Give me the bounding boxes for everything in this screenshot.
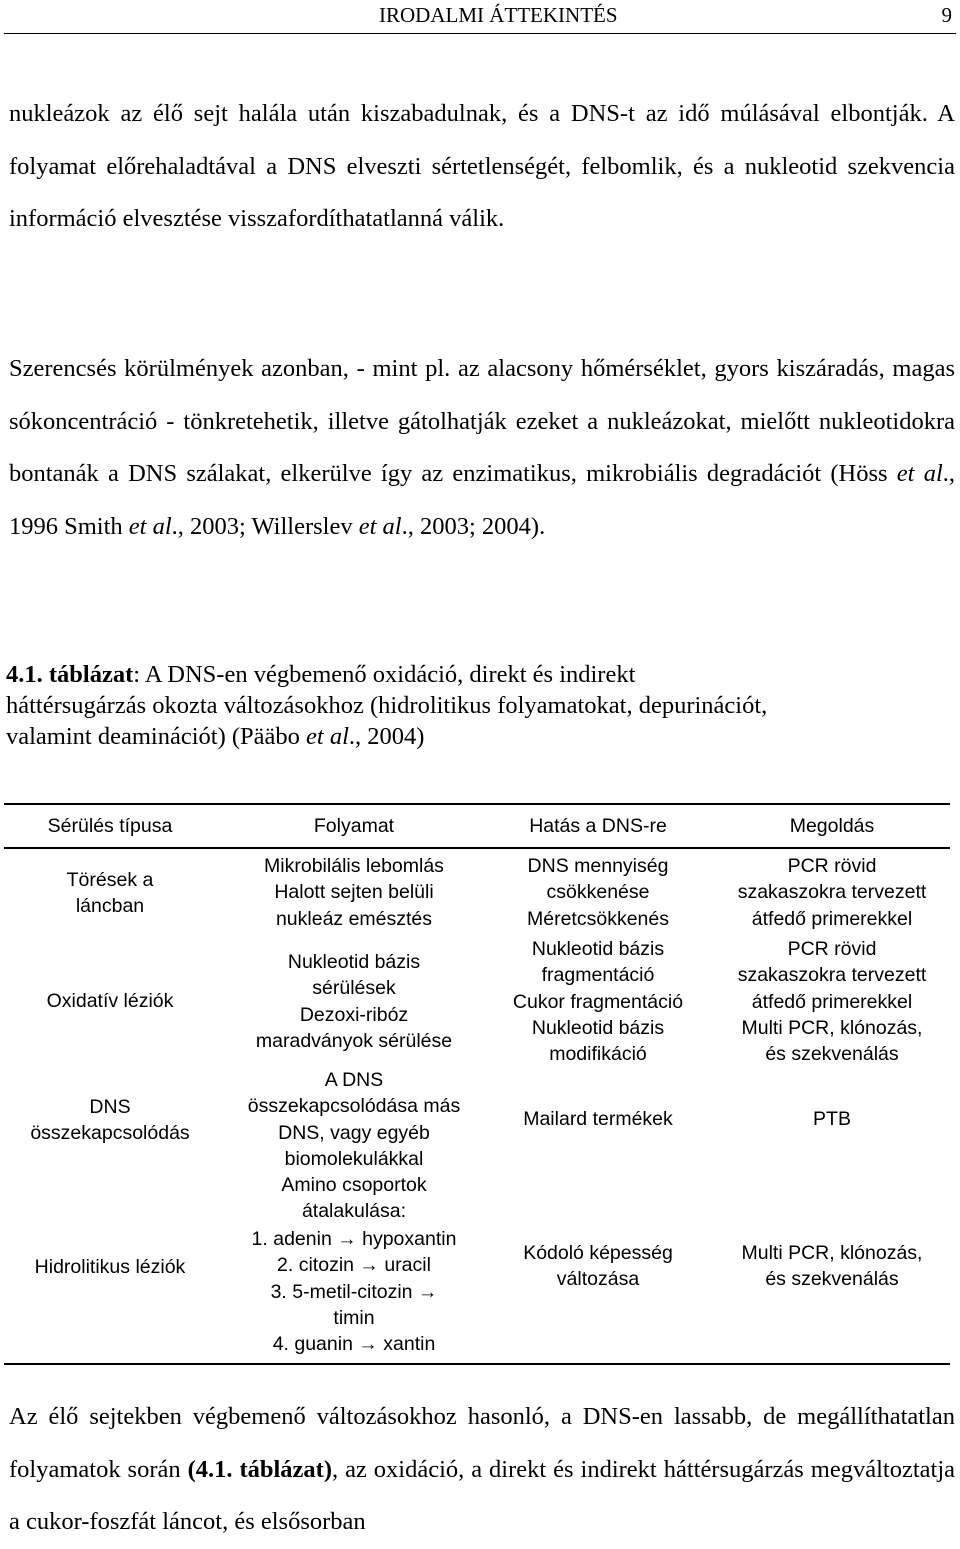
table-cell-damage-type: Hidrolitikus léziók <box>34 1256 186 1278</box>
paragraph-3 <box>9 1391 955 1549</box>
citation-et-al: et al <box>358 512 402 540</box>
table-header-effect: Hatás a DNS-re <box>529 815 667 837</box>
table-bottom-rule <box>4 1363 950 1365</box>
citation-et-al: et al <box>128 512 172 540</box>
paragraph-2-text: ., 2003; Willerslev <box>171 512 359 540</box>
table-cell-process: Mikrobilális lebomlás Halott sejten belüli nukleáz emésztés <box>264 855 444 930</box>
page-number: 9 <box>941 3 952 27</box>
paragraph-2 <box>9 343 955 553</box>
table-cell-solution: PCR rövid szakaszokra tervezett átfedő primerekkel Multi PCR, klónozás, és szekvenálás <box>737 938 927 1066</box>
table-caption <box>6 659 956 752</box>
table-cell-effect: Kódoló képesség változása <box>523 1242 673 1291</box>
paragraph-2-text: ., 1996 Smith <box>9 460 955 540</box>
table-cell-process: Nukleotid bázis sérülések Dezoxi-ribóz maradványok sérülése <box>255 951 453 1052</box>
caption-line-1: : A DNS-en végbemenő oxidáció, direkt és indirekt <box>133 661 636 688</box>
caption-line-2: háttérsugárzás okozta változásokhoz (hidrolitikus folyamatokat, depurinációt, <box>6 692 768 719</box>
caption-label: 4.1. táblázat <box>6 661 134 688</box>
table-header-rule <box>4 847 950 849</box>
table-cell-damage-type: Törések a láncban <box>66 869 154 918</box>
table-reference: (4.1. táblázat) <box>187 1455 332 1483</box>
table-header-process: Folyamat <box>313 815 395 837</box>
table-cell-solution: PTB <box>813 1108 851 1130</box>
table-cell-process: 1. adenin → hypoxantin 2. citozin → uracil 3. 5-metil-citozin → timin 4. guanin → xantin <box>251 1228 457 1356</box>
paragraph-3-text: Az élő sejtekben végbemenő változásokhoz hasonló, a DNS-en lassabb, de megállíthatatlan folyamatok során <box>9 1403 955 1483</box>
paragraph-1: nukleázok az élő sejt halála után kiszabadulnak, és a DNS-t az idő múlásával elbontják. A folyamat előrehaladtával a DNS elveszti sértetlenségét, felbomlik, és a nukleotid szekvencia információ elvesztése visszafordíthatatlanná válik. <box>9 100 955 232</box>
caption-et-al: et al <box>306 723 349 750</box>
citation-et-al: et al <box>896 460 943 487</box>
header-title: IRODALMI ÁTTEKINTÉS <box>379 3 618 27</box>
caption-line-3: valamint deaminációt) (Pääbo <box>6 723 307 750</box>
table-cell-effect: Mailard termékek <box>523 1108 673 1130</box>
table-cell-damage-type: DNS összekapcsolódás <box>30 1096 190 1145</box>
table-cell-damage-type: Oxidatív léziók <box>46 990 174 1012</box>
table-header-solution: Megoldás <box>789 815 875 837</box>
page-header <box>4 0 956 34</box>
table-header-damage-type: Sérülés típusa <box>47 815 173 837</box>
table-cell-process: A DNS összekapcsolódása más DNS, vagy egyéb biomolekulákkal Amino csoportok átalakulása: <box>247 1069 461 1223</box>
paragraph-2-text: Szerencsés körülmények azonban, - mint pl. az alacsony hőmérséklet, gyors kiszáradás, magas sókoncentráció - tönkretehetik, illetve gátolhatják ezeket a nukleázokat, mielőtt nukleotidokra bontanák a DNS szálakat, elkerülve így az enzimatikus, mikrobiális degradációt (Höss <box>9 355 955 487</box>
table-top-rule <box>4 803 950 805</box>
paragraph-2-text: ., 2003; 2004). <box>401 512 546 540</box>
table-cell-effect: Nukleotid bázis fragmentáció Cukor fragmentáció Nukleotid bázis modifikáció <box>512 938 684 1066</box>
paragraph-3-text: , az oxidáció, a direkt és indirekt háttérsugárzás megváltoztatja a cukor-foszfát láncot, és elsősorban <box>9 1455 955 1535</box>
caption-line-3-end: ., 2004) <box>348 723 425 750</box>
table-cell-solution: Multi PCR, klónozás, és szekvenálás <box>741 1242 923 1291</box>
table-cell-effect: DNS mennyiség csökkenése Méretcsökkenés <box>527 855 669 930</box>
table-cell-solution: PCR rövid szakaszokra tervezett átfedő primerekkel <box>737 855 927 930</box>
